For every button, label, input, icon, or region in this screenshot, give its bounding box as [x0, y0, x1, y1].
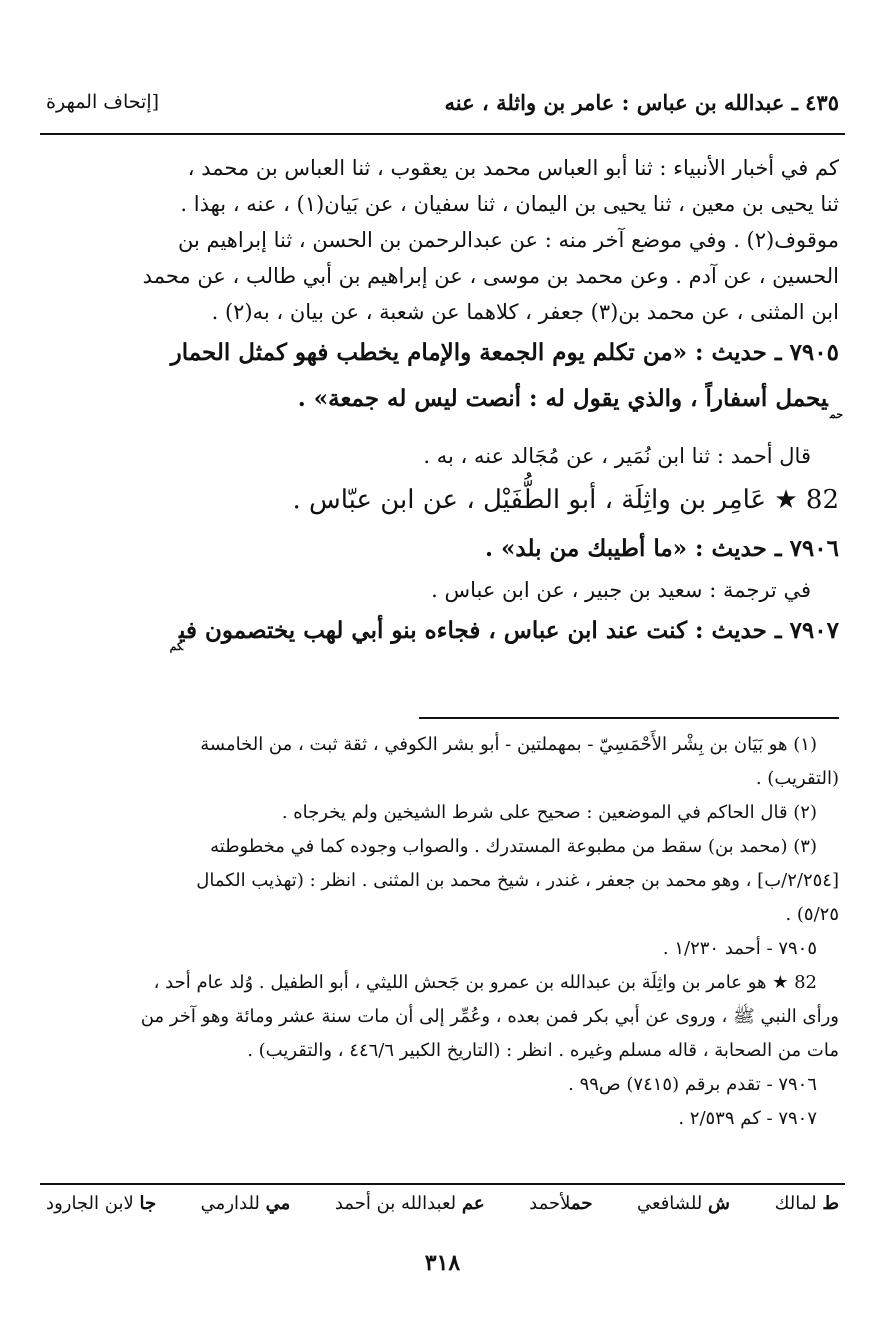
siglum-entry: مي للدارمي — [200, 1193, 291, 1214]
siglum-entry: ش للشافعي — [637, 1193, 731, 1214]
footnote-line: (٣) (محمد بن) سقط من مطبوعة المستدرك . والصواب وجوده كما في مخطوطته — [210, 836, 817, 857]
footnote-rule — [419, 717, 839, 719]
footnote-line: ٧٩٠٧ - كم ٢/٥٣٩ . — [678, 1108, 817, 1129]
footnote-line: ٧٩٠٦ - تقدم برقم (٧٤١٥) ص٩٩ . — [568, 1074, 817, 1095]
footnote-line: (١) هو بَيَان بن بِشْر الأَحْمَسِيّ - بمهملتين - أبو بشر الكوفي ، ثقة ثبت ، من الخامسة — [200, 734, 817, 755]
page-number: ٣١٨ — [424, 1250, 461, 1276]
hadith-7906-heading: ٧٩٠٦ ـ حديث : «ما أطيبك من بلد» . — [485, 535, 839, 562]
source-siglum: كم — [169, 640, 184, 653]
hadith-7907-text: ٧٩٠٧ ـ حديث : كنت عند ابن عباس ، فجاءه بنو أبي لهب يختصمون في — [179, 617, 839, 644]
hadith-7905-continuation — [46, 376, 843, 438]
footnote-line: [٢/٢٥٤/ب] ، وهو محمد بن جعفر ، غندر ، شيخ محمد بن المثنى . انظر : (تهذيب الكمال — [196, 870, 839, 891]
text-line: كم في أخبار الأنبياء : ثنا أبو العباس محمد بن يعقوب ، ثنا العباس بن محمد ، — [187, 156, 839, 180]
header-chapter-title: ٤٣٥ ـ عبدالله بن عباس : عامر بن واثلة ، عنه — [444, 89, 839, 115]
footnote-line: مات من الصحابة ، قاله مسلم وغيره . انظر : (التاريخ الكبير ٤٤٦/٦ ، والتقريب) . — [247, 1040, 839, 1061]
hadith-7905-text: يحمل أسفاراً ، والذي يقول له : أنصت ليس له جمعة» . — [297, 385, 828, 412]
siglum-entry: جا لابن الجارود — [46, 1193, 157, 1214]
footnote-line: ورأى النبي ﷺ ، وروى عن أبي بكر فمن بعده ، وعُمِّر إلى أن مات سنة عشر ومائة وهو آخر من — [140, 1006, 839, 1027]
siglum-entry: ط لمالك — [774, 1193, 839, 1214]
header-rule — [40, 133, 845, 135]
footnote-line: ٥/٢٥) . — [785, 904, 839, 925]
text-line: ابن المثنى ، عن محمد بن(٣) جعفر ، كلاهما عن شعبة ، عن بيان ، به(٢) . — [211, 300, 839, 324]
footnotes — [46, 728, 839, 1136]
footnote-line: 82 ★ هو عامر بن واثِلَة بن عبدالله بن عمرو بن جَحش الليثي ، أبو الطفيل . وُلد عام أحد ، — [153, 972, 817, 993]
footnote-line: (التقريب) . — [755, 768, 839, 789]
text-line: موقوف(٢) . وفي موضع آخر منه : عن عبدالرحمن بن الحسن ، ثنا إبراهيم بن — [177, 228, 839, 252]
header-book-title: [إتحاف المهرة — [46, 91, 160, 113]
running-header — [46, 84, 839, 120]
siglum-entry: عم لعبدالله بن أحمد — [334, 1193, 485, 1214]
siglum-entry: حملأحمد — [529, 1193, 593, 1214]
hadith-7905-heading: ٧٩٠٥ ـ حديث : «من تكلم يوم الجمعة والإمام يخطب فهو كمثل الحمار — [170, 339, 839, 366]
text-line: الحسين ، عن آدم . وعن محمد بن موسى ، عن إبراهيم بن أبي طالب ، عن محمد — [142, 264, 839, 288]
text-line: ثنا يحيى بن معين ، ثنا يحيى بن اليمان ، ثنا سفيان ، عن بَيان(١) ، عنه ، بهذا . — [180, 192, 839, 216]
hadith-7905-isnad: قال أحمد : ثنا ابن نُمَير ، عن مُجَالد عنه ، به . — [423, 444, 811, 468]
sigla-rule — [40, 1183, 845, 1185]
narrator-82-heading: 82 ★ عَامِر بن واثِلَة ، أبو الطُّفَيْل ، عن ابن عبّاس . — [292, 485, 839, 515]
footnote-line: ٧٩٠٥ - أحمد ١/٢٣٠ . — [662, 938, 817, 959]
main-text — [46, 150, 843, 670]
sigla-legend — [46, 1193, 839, 1225]
source-siglum: حم — [829, 408, 843, 421]
footnote-line: (٢) قال الحاكم في الموضعين : صحيح على شرط الشيخين ولم يخرجاه . — [281, 802, 817, 823]
hadith-7907-heading — [46, 608, 839, 670]
hadith-7906-reference: في ترجمة : سعيد بن جبير ، عن ابن عباس . — [431, 578, 811, 602]
